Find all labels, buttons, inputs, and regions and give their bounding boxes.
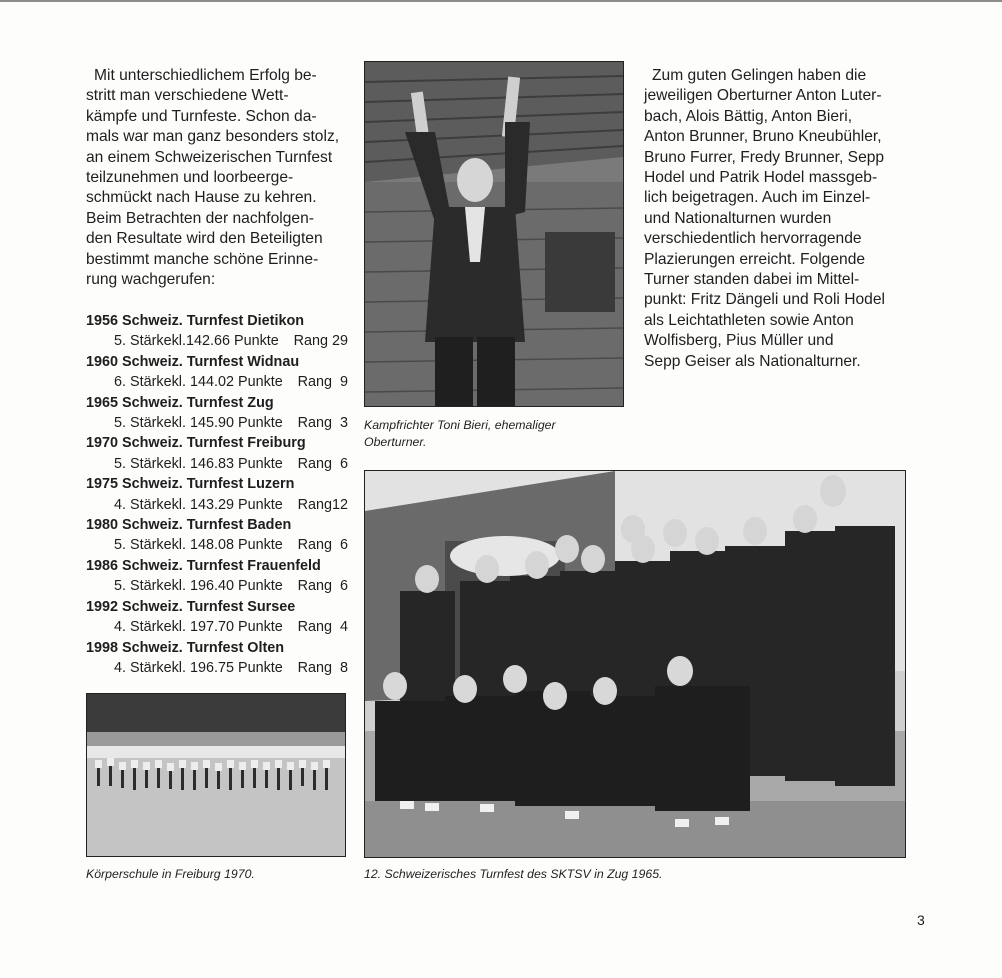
result-score: 4. Stärkekl. 143.29 Punkte: [114, 496, 283, 513]
result-rank: Rang 6: [297, 578, 348, 595]
result-rank: Rang 6: [297, 537, 348, 554]
text-line: jeweiligen Oberturner Anton Luter-: [644, 87, 882, 105]
intro-paragraph: [86, 66, 348, 290]
result-detail: [86, 658, 348, 678]
result-rank: Rang 29: [293, 333, 348, 350]
text-line: bestimmt manche schöne Erinne-: [86, 250, 319, 268]
result-score: 4. Stärkekl. 196.75 Punkte: [114, 659, 283, 676]
caption-line: Kampfrichter Toni Bieri, ehemaliger: [364, 418, 556, 432]
result-heading: 1980 Schweiz. Turnfest Baden: [86, 517, 292, 534]
result-detail: [86, 413, 348, 433]
text-line: Zum guten Gelingen haben die: [652, 67, 867, 84]
text-line: Mit unterschiedlichem Erfolg be-: [94, 67, 317, 84]
result-score: 5. Stärkekl. 145.90 Punkte: [114, 415, 283, 432]
result-rank: Rang 3: [297, 415, 348, 432]
text-line: stritt man verschiedene Wett-: [86, 87, 289, 105]
photo-koerperschule-freiburg: [86, 693, 346, 857]
text-line: an einem Schweizerischen Turnfest: [86, 148, 333, 166]
result-detail: [86, 576, 348, 596]
result-detail: [86, 495, 348, 515]
result-heading: 1986 Schweiz. Turnfest Frauenfeld: [86, 557, 321, 574]
text-line: und Nationalturnen wurden: [644, 209, 832, 227]
result-heading: 1992 Schweiz. Turnfest Sursee: [86, 598, 296, 615]
result-detail: [86, 372, 348, 392]
result-heading: 1960 Schweiz. Turnfest Widnau: [86, 353, 300, 370]
text-line: bach, Alois Bättig, Anton Bieri,: [644, 107, 853, 125]
result-score: 4. Stärkekl. 197.70 Punkte: [114, 619, 283, 636]
right-paragraph: [644, 66, 906, 372]
text-line: punkt: Fritz Dängeli und Roli Hodel: [644, 291, 885, 309]
result-rank: Rang12: [297, 496, 348, 513]
text-line: Anton Brunner, Bruno Kneubühler,: [644, 128, 882, 146]
text-line: teilzunehmen und loorbeerge-: [86, 169, 294, 187]
text-line: Sepp Geiser als Nationalturner.: [644, 352, 861, 370]
result-rank: Rang 8: [297, 659, 348, 676]
text-line: Hodel und Patrik Hodel massgeb-: [644, 169, 878, 187]
text-line: schmückt nach Hause zu kehren.: [86, 189, 317, 207]
caption-zug: [364, 866, 904, 883]
result-detail: [86, 331, 348, 351]
result-score: 5. Stärkekl. 148.08 Punkte: [114, 537, 283, 554]
result-heading: 1998 Schweiz. Turnfest Olten: [86, 639, 285, 656]
result-score: 6. Stärkekl. 144.02 Punkte: [114, 374, 283, 391]
caption-line: Oberturner.: [364, 434, 427, 449]
result-score: 5. Stärkekl. 146.83 Punkte: [114, 455, 283, 472]
result-detail: [86, 535, 348, 555]
text-line: lich beigetragen. Auch im Einzel-: [644, 189, 871, 207]
results-list: [86, 311, 348, 678]
result-score: 5. Stärkekl. 196.40 Punkte: [114, 578, 283, 595]
caption-toni-bieri: [364, 417, 624, 450]
result-detail: [86, 617, 348, 637]
result-rank: Rang 9: [297, 374, 348, 391]
photo-toni-bieri: [364, 61, 624, 407]
text-line: verschiedentlich hervorragende: [644, 230, 862, 248]
caption-line: Körperschule in Freiburg 1970.: [86, 867, 255, 881]
text-line: Wolfisberg, Pius Müller und: [644, 332, 834, 350]
text-line: den Resultate wird den Beteiligten: [86, 230, 323, 248]
result-heading: 1970 Schweiz. Turnfest Freiburg: [86, 435, 306, 452]
result-heading: 1975 Schweiz. Turnfest Luzern: [86, 476, 295, 493]
text-line: mals war man ganz besonders stolz,: [86, 128, 340, 146]
result-rank: Rang 4: [297, 619, 348, 636]
photo-team-zug-1965: [364, 470, 906, 858]
caption-line: 12. Schweizerisches Turnfest des SKTSV in Zug 1965.: [364, 867, 663, 881]
text-line: als Leichtathleten sowie Anton: [644, 311, 854, 329]
result-score: 5. Stärkekl.142.66 Punkte: [114, 333, 279, 350]
top-rule: [0, 0, 1002, 2]
text-line: Beim Betrachten der nachfolgen-: [86, 209, 314, 227]
text-line: Bruno Furrer, Fredy Brunner, Sepp: [644, 148, 885, 166]
text-line: kämpfe und Turnfeste. Schon da-: [86, 107, 317, 125]
text-line: Turner standen dabei im Mittel-: [644, 271, 860, 289]
text-line: Plazierungen erreicht. Folgende: [644, 250, 866, 268]
result-heading: 1956 Schweiz. Turnfest Dietikon: [86, 313, 305, 329]
result-detail: [86, 454, 348, 474]
result-heading: 1965 Schweiz. Turnfest Zug: [86, 394, 274, 411]
text-line: rung wachgerufen:: [86, 271, 216, 289]
result-rank: Rang 6: [297, 455, 348, 472]
page-number: 3: [917, 912, 925, 928]
caption-freiburg: [86, 866, 344, 883]
